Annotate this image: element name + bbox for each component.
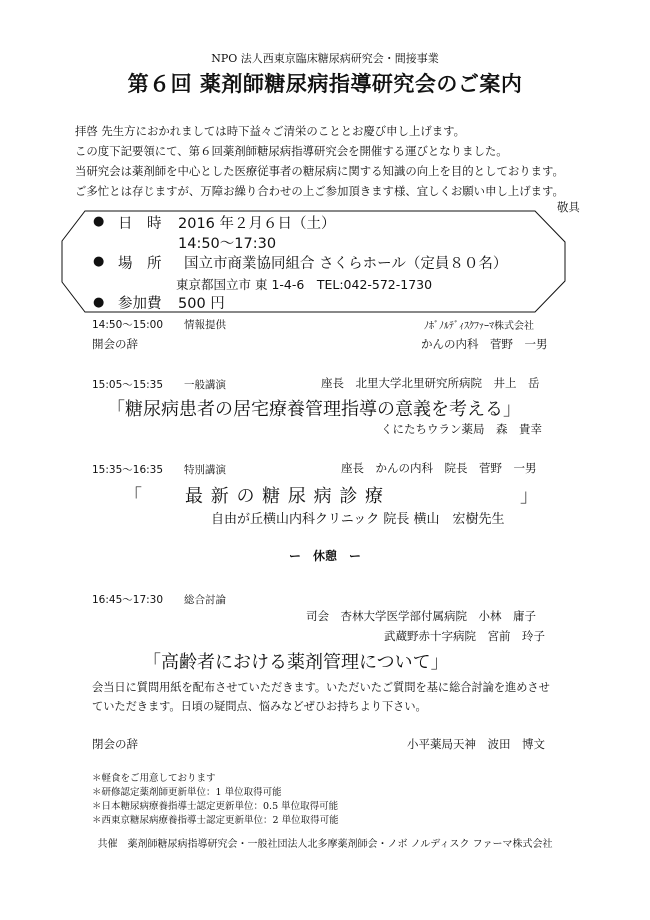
place-label: 場 所 <box>118 256 162 272</box>
session3-time: 16:45～17:30 <box>92 594 164 606</box>
session2-close-bracket: 」 <box>520 486 538 507</box>
info-label: 情報提供 <box>184 319 226 331</box>
session1-chair: 座長 北里大学北里研究所病院 井上 岳 <box>321 376 540 390</box>
time-value: 14:50～17:30 <box>178 236 277 252</box>
opening-label: 開会の辞 <box>92 337 138 351</box>
session3-description-1: 会当日に質問用紙を配布させていただきます。いただいたご質問を基に総合討論を進めさせ <box>92 681 550 694</box>
session3-moderator-2: 武蔵野赤十字病院 宮前 玲子 <box>384 629 545 643</box>
intro-line-3: 当研究会は薬剤師を中心とした医療従事者の糖尿病に関する知識の向上を目的としております。 <box>75 164 564 178</box>
note-line: ＊日本糖尿病療養指導士認定更新単位：0.5 単位取得可能 <box>92 801 339 812</box>
organizer-line: NPO 法人西東京臨床糖尿病研究会・間接事業 <box>211 52 439 65</box>
session2-title: 最 新 の 糖 尿 病 診 療 <box>185 486 385 507</box>
fee-label: 参加費 <box>118 296 162 312</box>
session1-time: 15:05～15:35 <box>92 379 164 391</box>
fee-value: 500 円 <box>178 296 225 312</box>
note-line: ＊軽食をご用意しております <box>92 773 216 784</box>
intro-line-2: この度下記要領にて、第６回薬剤師糖尿病指導研究会を開催する運びとなりました。 <box>75 144 508 158</box>
info-time: 14:50～15:00 <box>92 319 164 331</box>
bullet-icon: ● <box>93 254 105 269</box>
intro-closing: 敬具 <box>557 200 580 214</box>
session1-title: 「糖尿病患者の居宅療養管理指導の意義を考える」 <box>107 399 521 420</box>
info-company: ﾉﾎﾞﾉﾙﾃﾞｨｽｸﾌｧｰﾏ株式会社 <box>424 321 534 332</box>
session1-speaker: くにたちウラン薬局 森 貴幸 <box>381 422 542 436</box>
session3-description-2: ていただきます。日頃の疑問点、悩みなどぜひお持ちより下さい。 <box>92 700 427 713</box>
closing-label: 閉会の辞 <box>92 737 138 751</box>
session3-type: 総合討論 <box>184 594 226 606</box>
note-line: ＊研修認定薬剤師更新単位：1 単位取得可能 <box>92 787 282 798</box>
bullet-icon: ● <box>93 295 105 310</box>
intro-line-1: 拝啓 先生方におかれましては時下益々ご清栄のこととお慶び申し上げます。 <box>75 124 465 138</box>
session2-chair: 座長 かんの内科 院長 菅野 一男 <box>341 461 537 475</box>
closing-speaker: 小平薬局天神 波田 博文 <box>407 737 545 751</box>
session2-speaker: 自由が丘横山内科クリニック 院長 横山 宏樹先生 <box>211 512 505 527</box>
note-line: ＊西東京糖尿病療養指導士認定更新単位：2 単位取得可能 <box>92 815 339 826</box>
session1-type: 一般講演 <box>184 379 226 391</box>
place-value: 国立市商業協同組合 さくらホール（定員８０名） <box>184 256 508 272</box>
address: 東京都国立市 東 1-4-6 TEL:042-572-1730 <box>176 277 433 292</box>
session3-moderator-1: 司会 杏林大学医学部付属病院 小林 庸子 <box>306 609 536 623</box>
bullet-icon: ● <box>93 214 105 229</box>
session2-time: 15:35～16:35 <box>92 464 164 476</box>
break-label: ー 休憩 ー <box>288 549 361 563</box>
session3-title: 「高齢者における薬剤管理について」 <box>143 652 449 673</box>
date-label: 日 時 <box>118 216 162 232</box>
footer-cosponsors: 共催 薬剤師糖尿病指導研究会・一般社団法人北多摩薬剤師会・ノボ ノルディスク ファーマ株式会社 <box>97 839 553 850</box>
opening-speaker: かんの内科 菅野 一男 <box>421 337 548 351</box>
page-title: 第６回 薬剤師糖尿病指導研究会のご案内 <box>127 72 523 96</box>
session2-type: 特別講演 <box>184 464 226 476</box>
session2-open-bracket: 「 <box>124 486 142 507</box>
intro-line-4: ご多忙とは存じますが、万障お繰り合わせの上ご参加頂きます様、宜しくお願い申し上げます。 <box>75 184 564 198</box>
date-value: 2016 年２月６日（土） <box>178 216 336 232</box>
